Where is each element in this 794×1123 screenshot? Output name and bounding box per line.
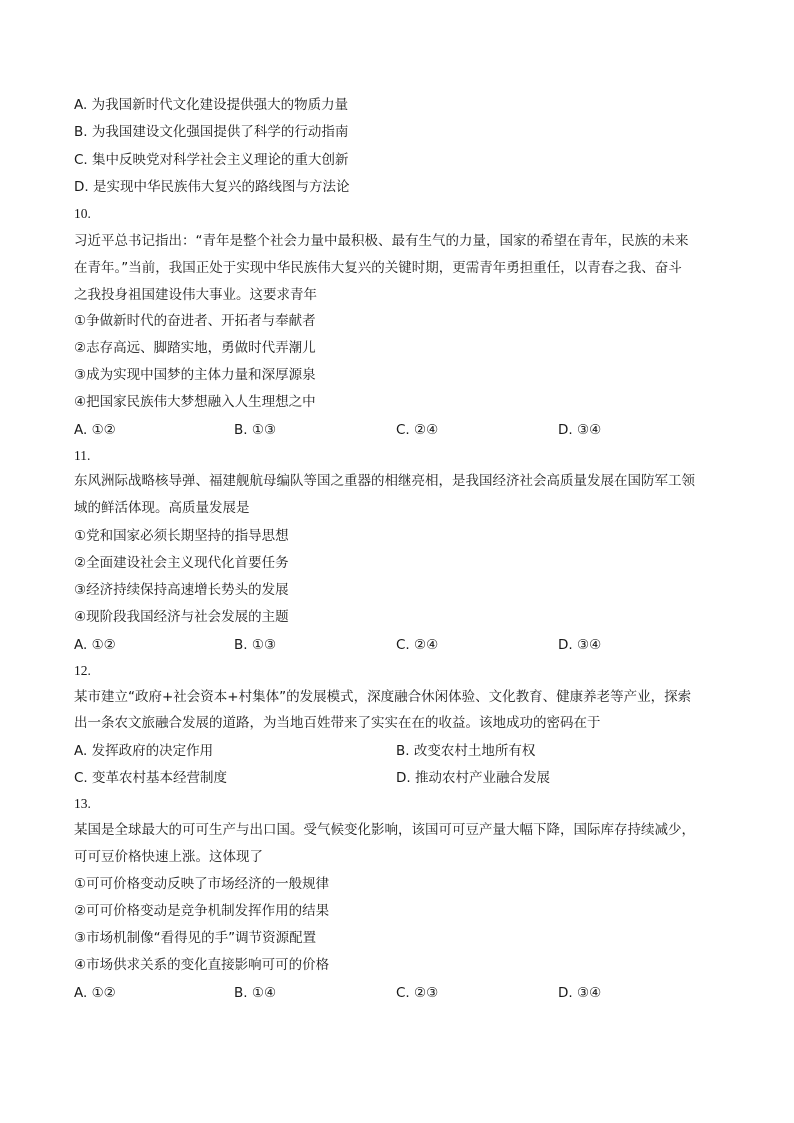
q10-choice-d: D. ③④ [558,422,602,438]
q13-choice-c: C. ②③ [396,985,439,1001]
q13-item: ②可可价格变动是竞争机制发挥作用的结果 [74,903,330,919]
q10-choice-b: B. ①③ [234,422,277,438]
q13-item: ①可可价格变动反映了市场经济的一般规律 [74,876,330,892]
q13-stem-line: 可可豆价格快速上涨。这体现了 [74,849,263,865]
q10-item: ②志存高远、脚踏实地，勇做时代弄潮儿 [74,340,316,356]
q10-item: ③成为实现中国梦的主体力量和深厚源泉 [74,367,316,383]
q12-stem-line: 某市建立“政府+社会资本+村集体”的发展模式，深度融合休闲体验、文化教育、健康养老等产业，探索 [74,689,692,705]
q9-option-c: C. 集中反映党对科学社会主义理论的重大创新 [74,152,349,168]
q9-option-a: A. 为我国新时代文化建设提供强大的物质力量 [74,97,349,113]
q10-stem-line: 在青年。”当前，我国正处于实现中华民族伟大复兴的关键时期，更需青年勇担重任，以青春之我、奋斗 [74,260,682,276]
q10-number: 10. [74,206,91,221]
q12-choice-c: C. 变革农村基本经营制度 [74,770,228,786]
q12-choice-b: B. 改变农村土地所有权 [396,743,536,759]
q10-choice-c: C. ②④ [396,422,439,438]
q11-choice-b: B. ①③ [234,637,277,653]
q13-choice-b: B. ①④ [234,985,277,1001]
q13-number: 13. [74,796,91,811]
q10-choice-a: A. ①② [74,422,116,438]
q12-stem-line: 出一条农文旅融合发展的道路，为当地百姓带来了实实在在的收益。该地成功的密码在于 [74,715,601,731]
q12-number: 12. [74,663,91,678]
q11-choice-d: D. ③④ [558,637,602,653]
q13-choice-d: D. ③④ [558,985,602,1001]
q13-item: ③市场机制像“看得见的手”调节资源配置 [74,930,317,946]
q11-number: 11. [74,448,91,463]
q13-item: ④市场供求关系的变化直接影响可可的价格 [74,957,330,973]
q11-stem-line: 域的鲜活体现。高质量发展是 [74,500,250,516]
q9-option-b: B. 为我国建设文化强国提供了科学的行动指南 [74,124,349,140]
q10-item: ①争做新时代的奋进者、开拓者与奉献者 [74,313,316,329]
q11-item: ②全面建设社会主义现代化首要任务 [74,555,289,571]
q10-stem-line: 习近平总书记指出：“青年是整个社会力量中最积极、最有生气的力量，国家的希望在青年，民族的未来 [74,233,689,249]
q11-item: ③经济持续保持高速增长势头的发展 [74,582,289,598]
q11-item: ④现阶段我国经济与社会发展的主题 [74,609,289,625]
q12-choice-d: D. 推动农村产业融合发展 [396,770,550,786]
q11-stem-line: 东风洲际战略核导弹、福建舰航母编队等国之重器的相继亮相，是我国经济社会高质量发展在国防军工领 [74,473,695,489]
q11-choice-c: C. ②④ [396,637,439,653]
q11-item: ①党和国家必须长期坚持的指导思想 [74,528,289,544]
q10-item: ④把国家民族伟大梦想融入人生理想之中 [74,394,316,410]
q10-stem-line: 之我投身祖国建设伟大事业。这要求青年 [74,287,317,303]
q12-choice-a: A. 发挥政府的决定作用 [74,743,214,759]
q13-choice-a: A. ①② [74,985,116,1001]
q9-option-d: D. 是实现中华民族伟大复兴的路线图与方法论 [74,179,350,195]
q11-choice-a: A. ①② [74,637,116,653]
q13-stem-line: 某国是全球最大的可可生产与出口国。受气候变化影响，该国可可豆产量大幅下降，国际库存持续减少， [74,822,695,838]
